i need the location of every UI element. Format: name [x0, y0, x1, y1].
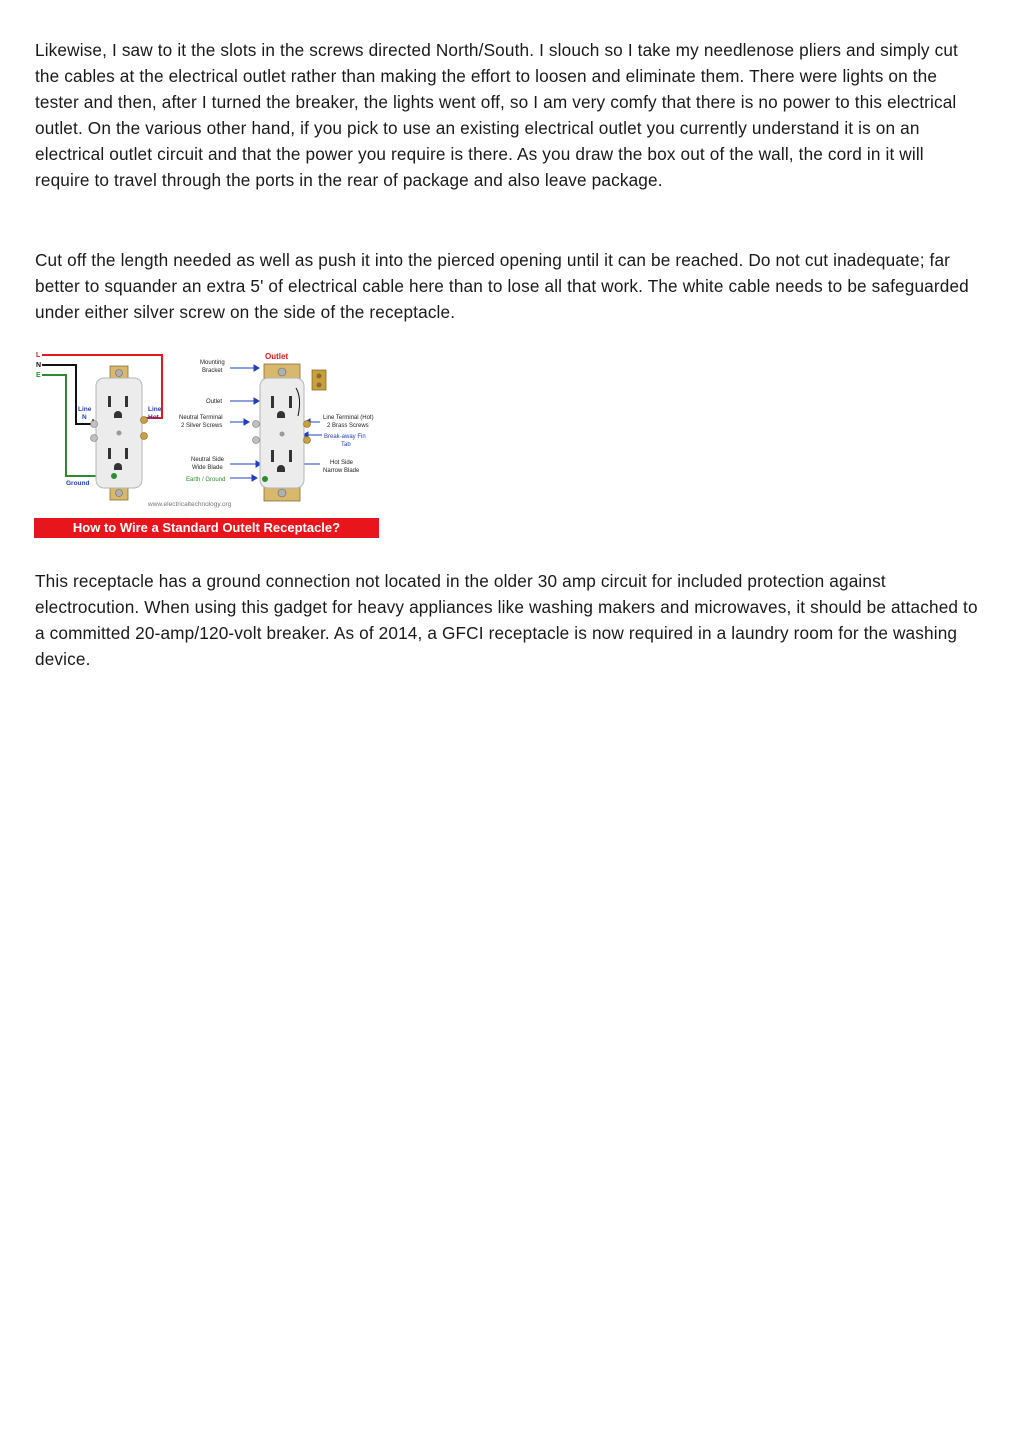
mounting-bracket-label-2: Bracket: [202, 368, 223, 374]
earth-ground-label: Earth / Ground: [186, 477, 226, 483]
paragraph-3: This receptacle has a ground connection not located in the older 30 amp circuit for included protection against electrocution. When using this gadget for heavy appliances like washing makers and microwaves, it should be attached to a committed 20-amp/120-volt breaker. As of 2014, a GFCI receptacle is now required in a laundry room for the washing device.: [35, 571, 978, 669]
breakaway-fin-label-1: Break-away Fin: [324, 434, 366, 440]
left-receptacle: [91, 366, 148, 500]
line-terminal-label-1: Line Terminal (Hot): [323, 415, 374, 421]
line-n-label-1: Line: [78, 406, 92, 413]
neutral-terminal-label-2: 2 Silver Screws: [181, 423, 223, 429]
ground-label: Ground: [66, 480, 90, 487]
neutral-terminal-label-1: Neutral Terminal: [179, 415, 223, 421]
outlet-title: Outlet: [265, 352, 289, 361]
hot-side-label-2: Narrow Blade: [323, 468, 360, 474]
wire-label-e: E: [36, 372, 41, 379]
neutral-side-label-1: Neutral Side: [191, 457, 225, 463]
paragraph-2: Cut off the length needed as well as push it into the pierced opening until it can be reached. Do not cut inadequate; far better to squander an extra 5' of electrical cable here than to lose all that work. The white cable needs to be safeguarded under either silver screw on the side of the receptacle.: [35, 250, 969, 322]
outlet-wiring-diagram: [34, 348, 379, 538]
wire-label-l: L: [36, 352, 41, 359]
outlet-label: Outlet: [206, 399, 223, 405]
line-hot-label-2: Hot: [148, 414, 159, 421]
breakaway-fin-label-2: Tab: [341, 442, 351, 448]
hot-side-label-1: Hot Side: [330, 460, 354, 466]
diagram-illustration: [34, 348, 379, 518]
paragraph-1: Likewise, I saw to it the slots in the screws directed North/South. I slouch so I take my needlenose pliers and simply cut the cables at the electrical outlet rather than making the effort to loosen and eliminate them. There were lights on the tester and then, after I turned the breaker, the lights went off, so I am very comfy that there is no power to this electrical outlet. On the various other hand, if you pick to use an existing electrical outlet you currently understand it is on an electrical outlet circuit and that the power you require is there. As you draw the box out of the wall, the cord in it will require to travel through the ports in the rear of package and also leave package.: [35, 40, 958, 190]
line-n-label-2: N: [82, 414, 87, 421]
website-watermark: www.electricaltechnology.org: [148, 501, 232, 508]
neutral-side-label-2: Wide Blade: [192, 465, 223, 471]
diagram-caption: How to Wire a Standard Outelt Receptacle?: [34, 518, 379, 538]
right-receptacle: [253, 364, 327, 501]
wire-label-n: N: [36, 362, 42, 369]
line-terminal-label-2: 2 Brass Screws: [327, 423, 369, 429]
mounting-bracket-label-1: Mounting: [200, 360, 225, 366]
line-hot-label-1: Line: [148, 406, 162, 413]
